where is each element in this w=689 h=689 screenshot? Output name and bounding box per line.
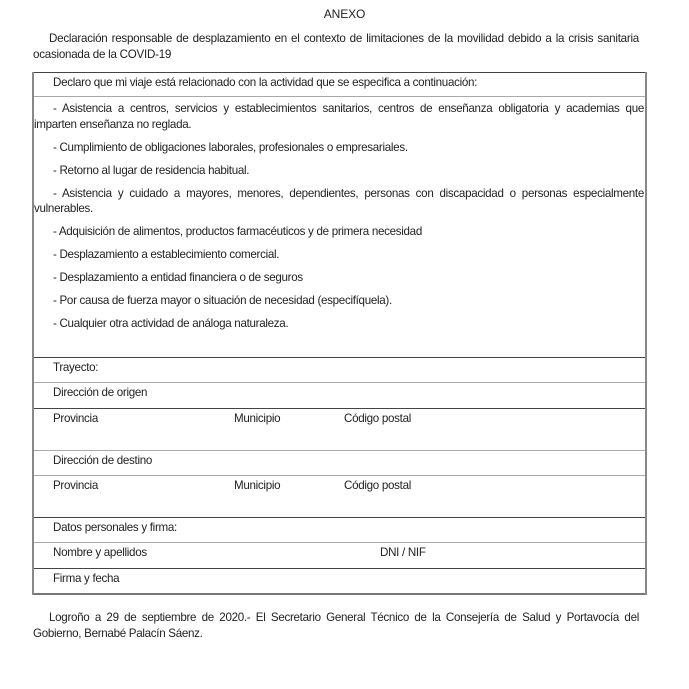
origin-address-label: Dirección de origen	[53, 386, 148, 399]
annex-title: ANEXO	[323, 7, 366, 21]
name-dni-row	[34, 542, 645, 568]
origin-postal-code-field[interactable]: Código postal	[344, 412, 411, 425]
declaration-header: Declaro que mi viaje está relacionado con la actividad que se especifica a continuación:	[53, 76, 478, 89]
origin-address-field[interactable]	[34, 382, 645, 408]
signature-date-label: Firma y fecha	[53, 572, 120, 585]
signature-date-field[interactable]	[34, 568, 645, 595]
full-name-field[interactable]: Nombre y apellidos	[53, 546, 147, 559]
activity-item[interactable]: - Por causa de fuerza mayor o situación de necesidad (especifíquela).	[53, 294, 392, 307]
origin-provincia-field[interactable]: Provincia	[53, 412, 98, 425]
destination-address-label: Dirección de destino	[53, 454, 153, 467]
destination-provincia-field[interactable]: Provincia	[53, 479, 98, 492]
activity-item[interactable]: - Retorno al lugar de residencia habitual.	[53, 163, 250, 177]
origin-municipio-field[interactable]: Municipio	[234, 412, 281, 425]
activity-item[interactable]: - Cualquier otra actividad de análoga naturaleza.	[53, 317, 289, 330]
personal-data-row	[34, 517, 645, 542]
declaration-header-row	[34, 72, 645, 96]
declaration-intro: Declaración responsable de desplazamiento en el contexto de limitaciones de la movilidad debido a la crisis sanitaria ocasionada de la COVID-19	[33, 32, 639, 61]
personal-data-label: Datos personales y firma:	[53, 521, 177, 534]
activity-item[interactable]: - Cumplimiento de obligaciones laborales, profesionales o empresariales.	[53, 140, 408, 154]
activity-item[interactable]: - Asistencia y cuidado a mayores, menores, dependientes, personas con discapacidad o personas especialmente vulnerables.	[34, 186, 644, 215]
destination-address-field[interactable]	[34, 450, 645, 475]
trayecto-row	[34, 357, 645, 382]
activity-item[interactable]: - Desplazamiento a entidad financiera o de seguros	[53, 271, 303, 284]
trayecto-label: Trayecto:	[53, 361, 99, 374]
activity-item[interactable]: - Adquisición de alimentos, productos farmacéuticos y de primera necesidad	[53, 225, 422, 238]
activity-item[interactable]: - Desplazamiento a establecimiento comercial.	[53, 248, 280, 261]
destination-postal-code-field[interactable]: Código postal	[344, 479, 411, 492]
destination-municipio-field[interactable]: Municipio	[234, 479, 281, 492]
closing-signature-text: Logroño a 29 de septiembre de 2020.- El Secretario General Técnico de la Consejería de Salud y Portavocía del Gobierno, Bernabé Palacín Sáenz.	[33, 611, 639, 640]
declaration-form-table	[32, 72, 647, 595]
activity-item[interactable]: - Asistencia a centros, servicios y establecimientos sanitarios, centros de enseñanza obligatoria y academias que imparten enseñanza no reglada.	[34, 102, 644, 131]
activities-row	[34, 96, 645, 357]
origin-location-row	[34, 408, 645, 450]
destination-location-row	[34, 475, 645, 517]
dni-nif-field[interactable]: DNI / NIF	[380, 546, 426, 559]
